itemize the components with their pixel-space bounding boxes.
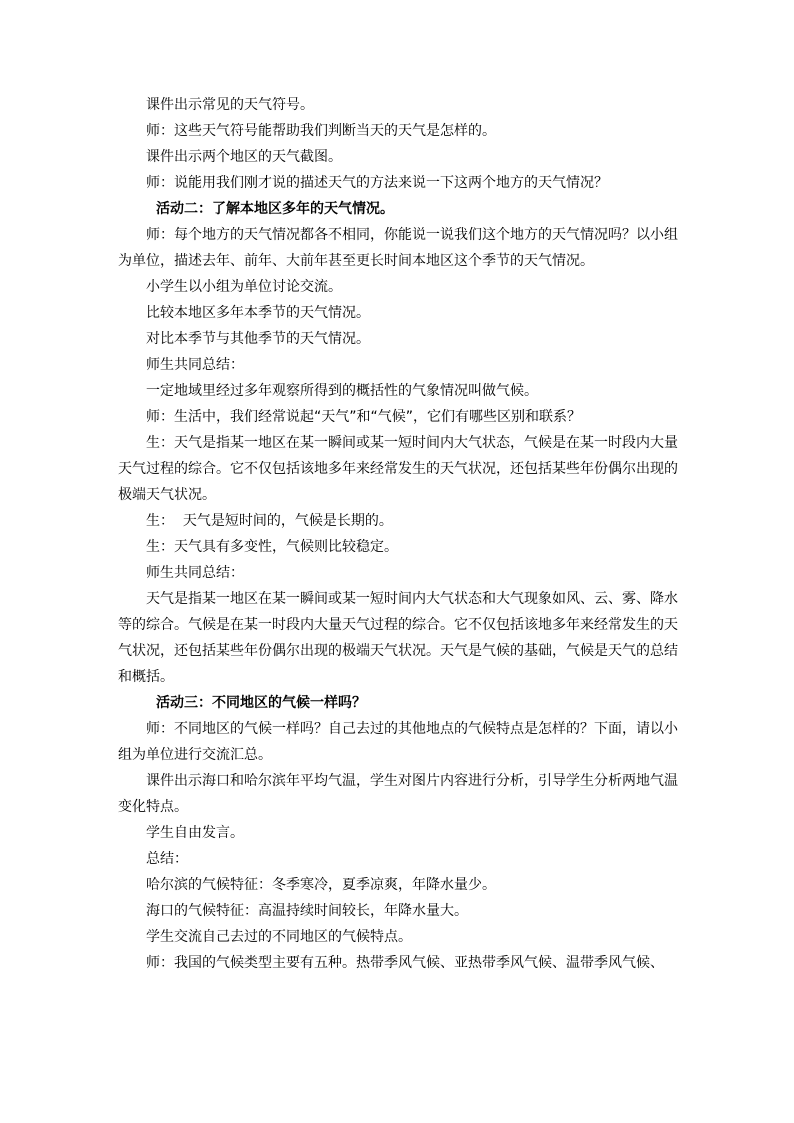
paragraph: 生：天气具有多变性，气候则比较稳定。 bbox=[146, 539, 398, 555]
paragraph: 小学生以小组为单位讨论交流。 bbox=[146, 279, 342, 295]
section-heading-activity-2: 活动二：了解本地区多年的天气情况。 bbox=[156, 201, 394, 217]
paragraph: 师：不同地区的气候一样吗？自己去过的其他地点的气候特点是怎样的？下面，请以小组为单位进行交流汇总。 bbox=[118, 721, 678, 763]
section-heading-activity-3: 活动三：不同地区的气候一样吗？ bbox=[156, 695, 366, 711]
paragraph: 师：我国的气候类型主要有五种。热带季风气候、亚热带季风气候、温带季风气候、 bbox=[146, 955, 664, 971]
paragraph: 课件出示常见的天气符号。 bbox=[146, 97, 314, 113]
paragraph: 哈尔滨的气候特征：冬季寒冷，夏季凉爽，年降水量少。 bbox=[146, 877, 496, 893]
paragraph: 学生自由发言。 bbox=[146, 825, 244, 841]
paragraph: 比较本地区多年本季节的天气情况。 bbox=[146, 305, 370, 321]
paragraph: 师：这些天气符号能帮助我们判断当天的天气是怎样的。 bbox=[146, 123, 496, 139]
paragraph: 课件出示海口和哈尔滨年平均气温，学生对图片内容进行分析，引导学生分析两地气温变化特点。 bbox=[118, 773, 678, 815]
paragraph: 课件出示两个地区的天气截图。 bbox=[146, 149, 342, 165]
paragraph: 生： 天气是短时间的，气候是长期的。 bbox=[146, 513, 393, 529]
paragraph: 天气是指某一地区在某一瞬间或某一短时间内大气状态和大气现象如风、云、雾、降水等的综合。气候是在某一时段内大量天气过程的综合。它不仅包括该地多年来经常发生的天气状况，还包括某些年份偶尔出现的极端天气状况。天气是气候的基础，气候是天气的总结和概括。 bbox=[118, 591, 678, 685]
paragraph: 师生共同总结： bbox=[146, 565, 244, 581]
paragraph: 海口的气候特征：高温持续时间较长，年降水量大。 bbox=[146, 903, 468, 919]
paragraph: 总结： bbox=[146, 851, 188, 867]
document-body bbox=[118, 92, 684, 976]
paragraph: 师：说能用我们刚才说的描述天气的方法来说一下这两个地方的天气情况？ bbox=[146, 175, 608, 191]
paragraph: 师：每个地方的天气情况都各不相同，你能说一说我们这个地方的天气情况吗？以小组为单位，描述去年、前年、大前年甚至更长时间本地区这个季节的天气情况。 bbox=[118, 227, 678, 269]
paragraph: 师生共同总结： bbox=[146, 357, 244, 373]
paragraph: 学生交流自己去过的不同地区的气候特点。 bbox=[146, 929, 412, 945]
paragraph: 一定地域里经过多年观察所得到的概括性的气象情况叫做气候。 bbox=[146, 383, 538, 399]
paragraph: 对比本季节与其他季节的天气情况。 bbox=[146, 331, 370, 347]
paragraph: 生：天气是指某一地区在某一瞬间或某一短时间内大气状态，气候是在某一时段内大量天气过程的综合。它不仅包括该地多年来经常发生的天气状况，还包括某些年份偶尔出现的极端天气状况。 bbox=[118, 435, 678, 503]
paragraph: 师：生活中，我们经常说起“天气”和“气候”，它们有哪些区别和联系？ bbox=[146, 409, 582, 425]
